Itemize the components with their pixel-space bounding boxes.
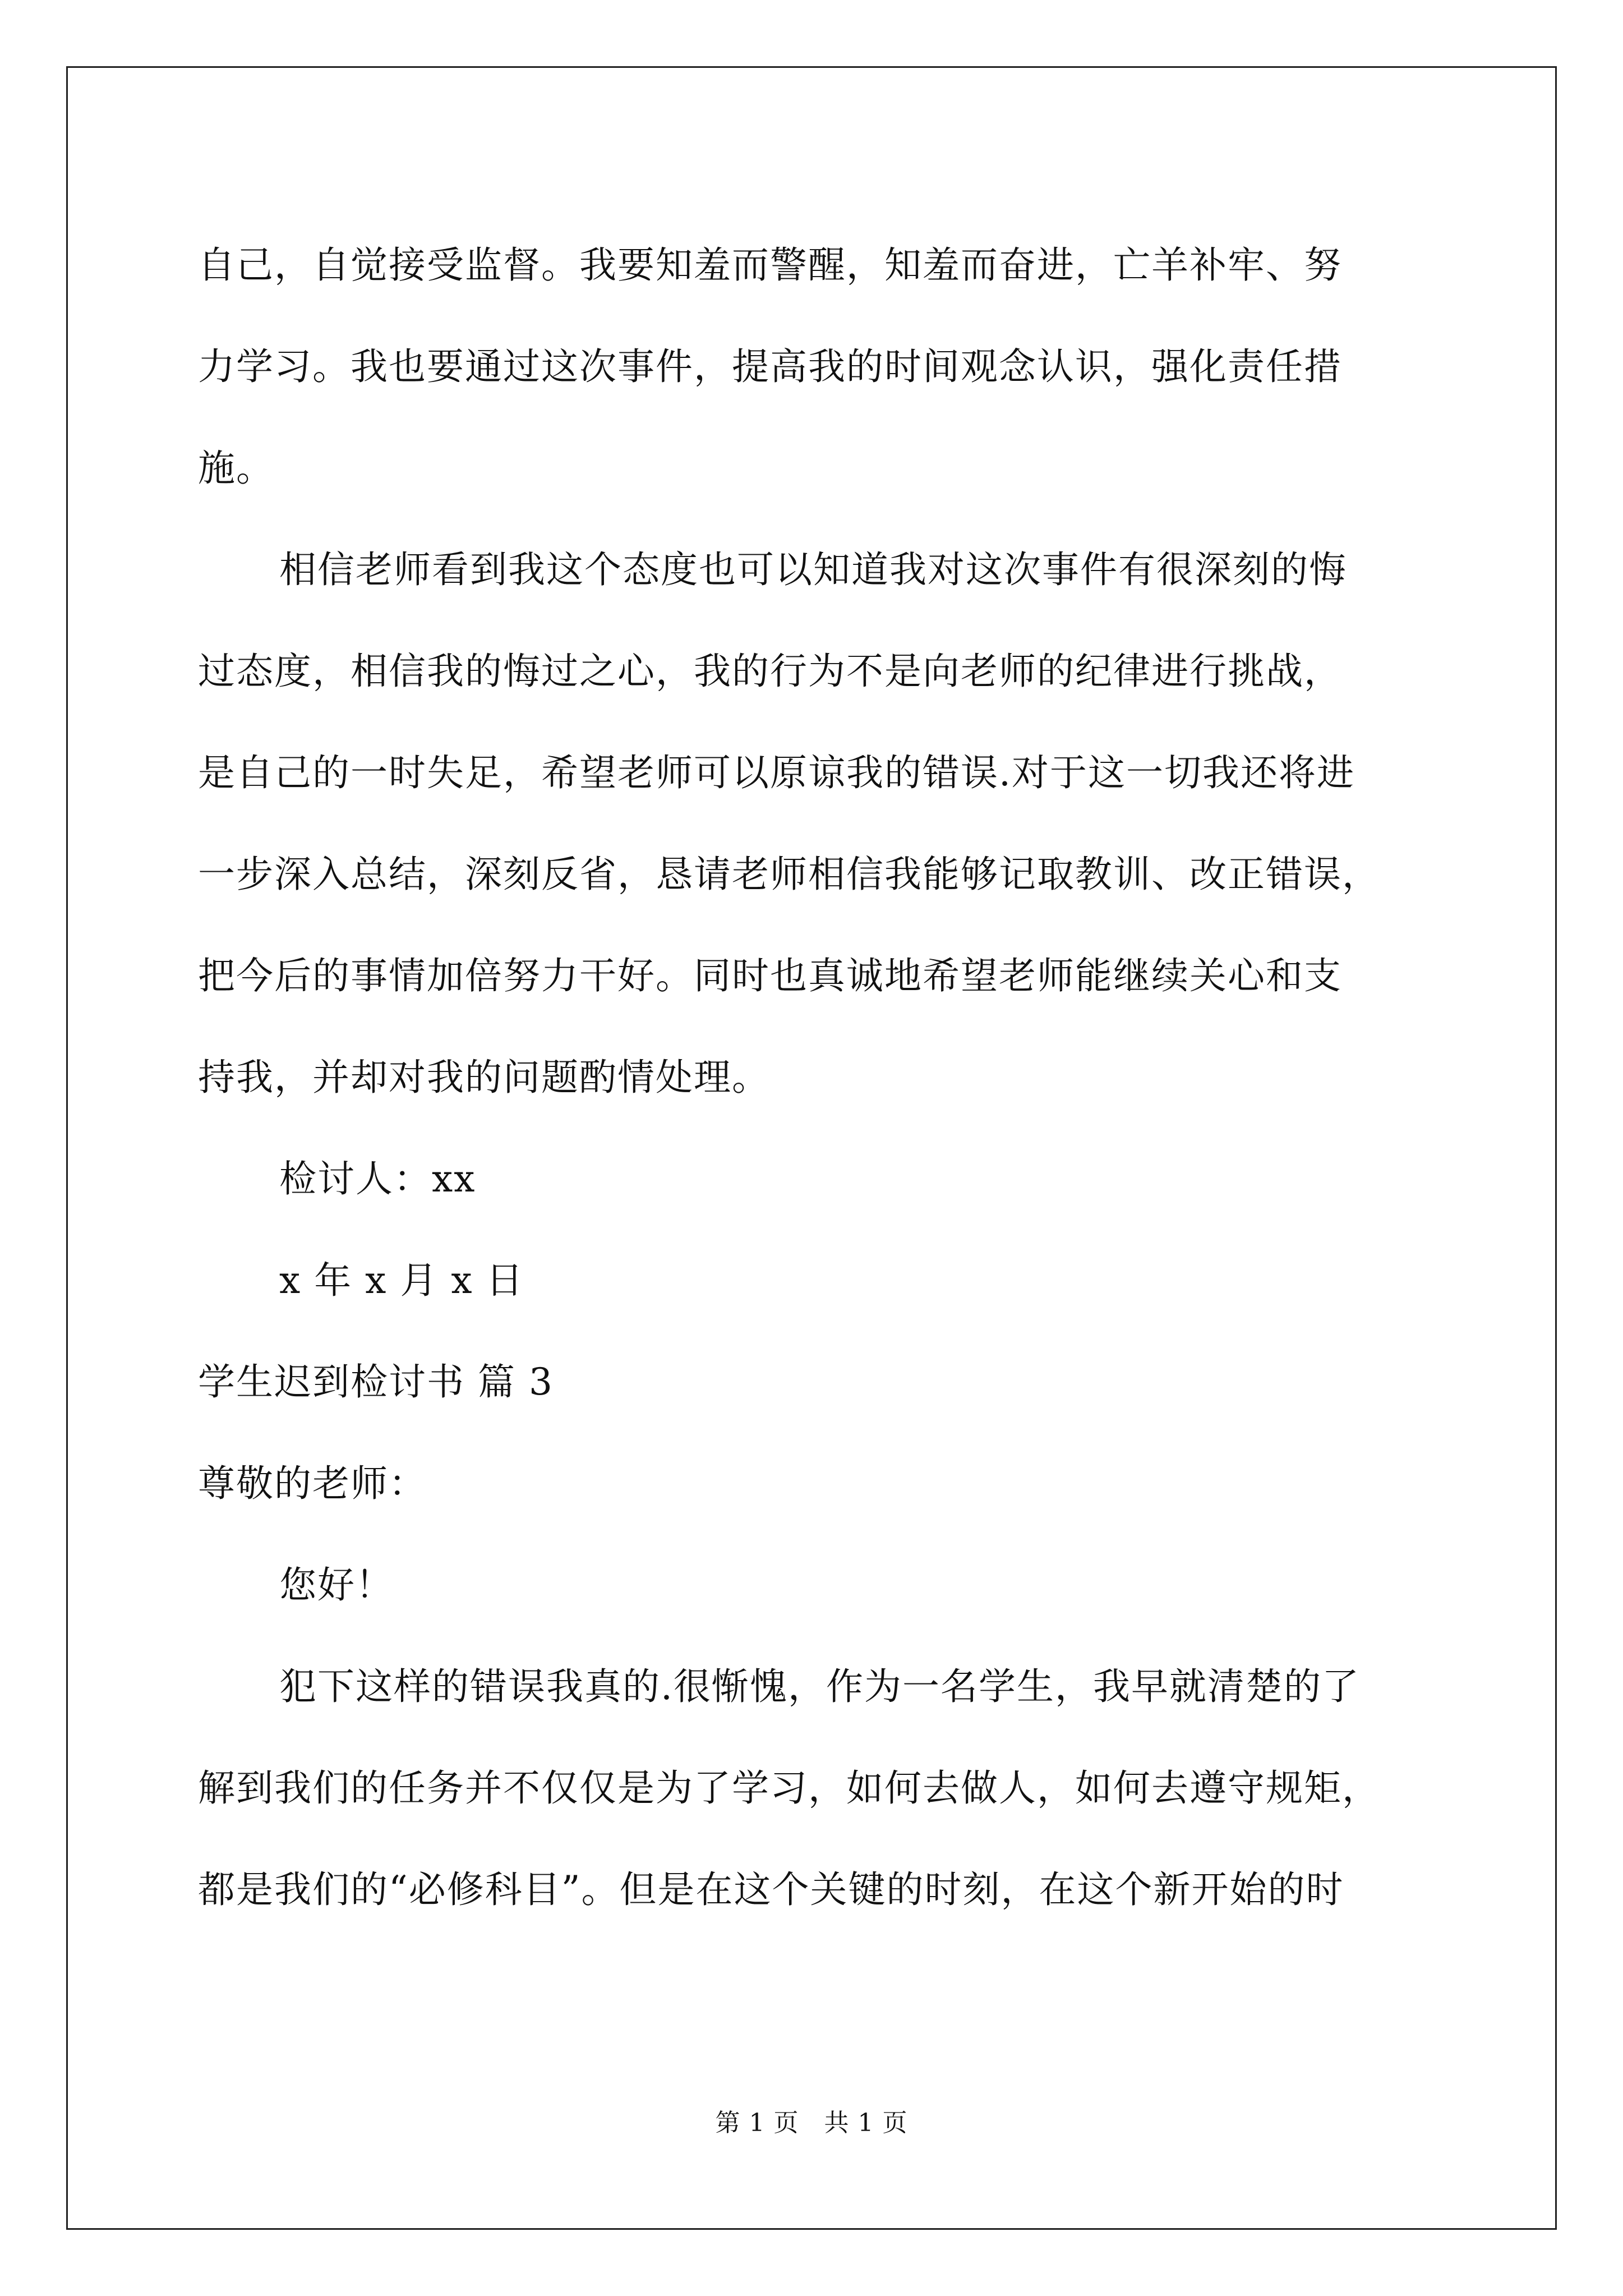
text-line-16: 解到我们的任务并不仅仅是为了学习，如何去做人，如何去遵守规矩，	[198, 1766, 1380, 1810]
section-heading: 学生迟到检讨书 篇 3	[198, 1360, 554, 1404]
text-line-15: 犯下这样的错误我真的.很惭愧，作为一名学生，我早就清楚的了	[279, 1665, 1360, 1708]
text-line-17: 都是我们的“必修科目”。但是在这个关键的时刻，在这个新开始的时	[198, 1868, 1344, 1911]
signature-line: 检讨人：xx	[279, 1157, 476, 1200]
greeting: 您好！	[279, 1563, 394, 1607]
text-line-2: 力学习。我也要通过这次事件，提高我的时间观念认识，强化责任措	[198, 345, 1342, 388]
date-line: x 年 x 月 x 日	[279, 1259, 524, 1302]
document-body	[198, 214, 1426, 1940]
text-line-6: 是自己的一时失足，希望老师可以原谅我的错误.对于这一切我还将进	[198, 751, 1355, 794]
text-line-5: 过态度，相信我的悔过之心，我的行为不是向老师的纪律进行挑战，	[198, 650, 1342, 693]
text-line-9: 持我，并却对我的问题酌情处理。	[198, 1056, 770, 1099]
text-line-7: 一步深入总结，深刻反省，恳请老师相信我能够记取教训、改正错误，	[198, 853, 1380, 896]
page-footer: 第 1 页 共 1 页	[715, 2109, 908, 2137]
text-line-4: 相信老师看到我这个态度也可以知道我对这次事件有很深刻的悔	[279, 548, 1347, 591]
text-line-1: 自己，自觉接受监督。我要知羞而警醒，知羞而奋进，亡羊补牢、努	[198, 243, 1342, 287]
text-line-8: 把今后的事情加倍努力干好。同时也真诚地希望老师能继续关心和支	[198, 954, 1342, 997]
salutation: 尊敬的老师：	[198, 1462, 427, 1505]
text-line-3: 施。	[198, 447, 274, 490]
